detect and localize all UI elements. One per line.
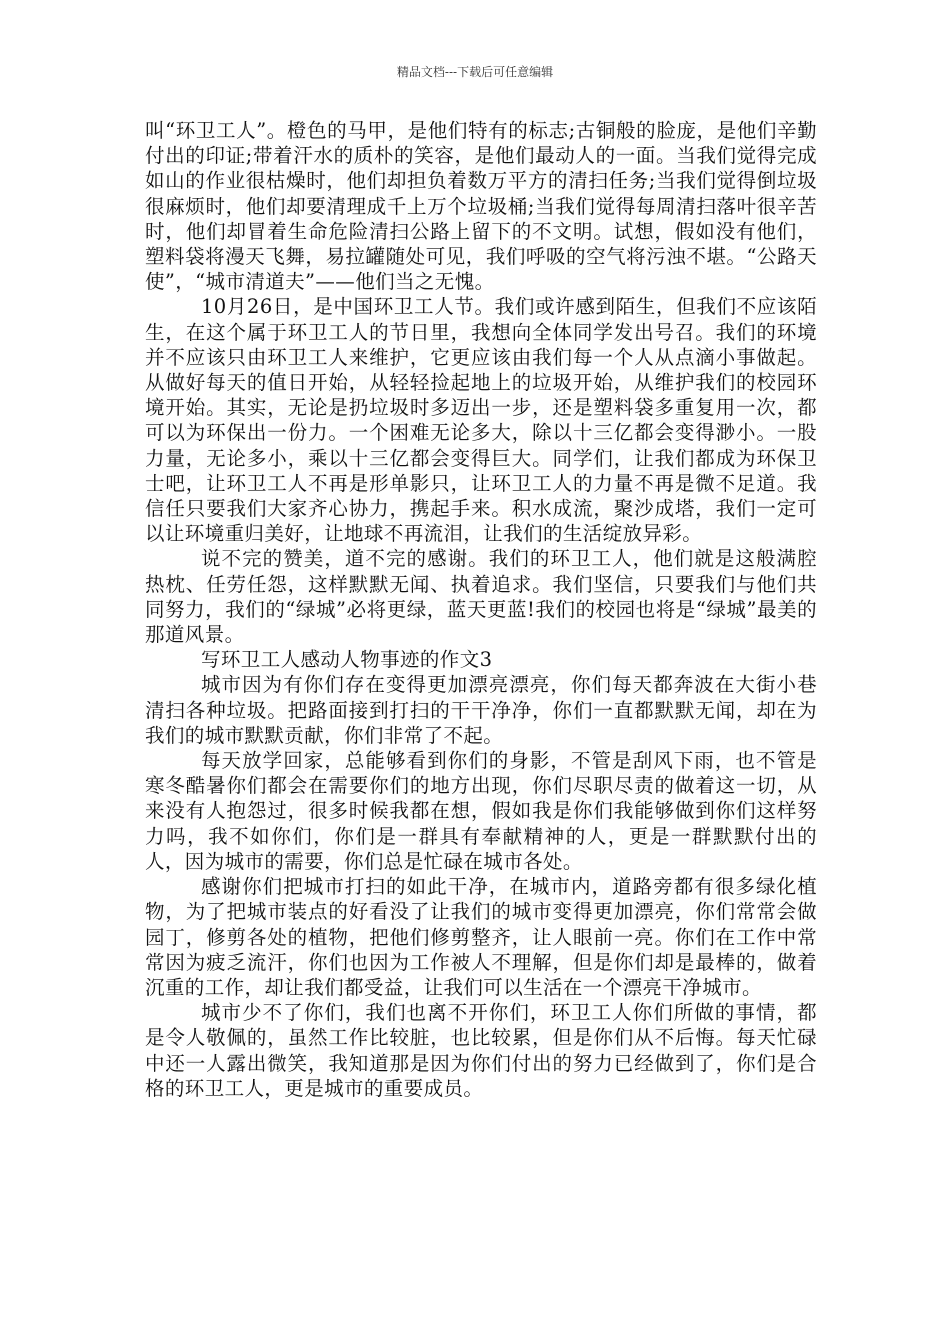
paragraph-6: 感谢你们把城市打扫的如此干净，在城市内，道路旁都有很多绿化植物，为了把城市装点的好看没了让我们的城市变得更加漂亮，你们常常会做园丁，修剪各处的植物，把他们修剪整齐，让人眼前一亮。你们在工作中常常因为疲乏流汗，你们也因为工作被人不理解，但是你们却是最棒的，做着沉重的工作，却让我们都受益，让我们可以生活在一个漂亮干净城市。 xyxy=(145,875,817,999)
paragraph-3: 说不完的赞美，道不完的感谢。我们的环卫工人，他们就是这般满腔热枕、任劳任怨，这样默默无闻、执着追求。我们坚信，只要我们与他们共同努力，我们的“绿城”必将更绿，蓝天更蓝!我们的校园也将是“绿城”最美的那道风景。 xyxy=(145,547,817,647)
paragraph-4: 城市因为有你们存在变得更加漂亮漂亮，你们每天都奔波在大街小巷清扫各种垃圾。把路面接到打扫的干干净净，你们一直都默默无闻，却在为我们的城市默默贡献，你们非常了不起。 xyxy=(145,673,817,747)
paragraph-5: 每天放学回家，总能够看到你们的身影，不管是刮风下雨，也不管是寒冬酷暑你们都会在需要你们的地方出现，你们尽职尽责的做着这一切，从来没有人抱怨过，很多时候我都在想，假如我是你们我能够做到你们这样努力吗，我不如你们，你们是一群具有奉献精神的人，更是一群默默付出的人，因为城市的需要，你们总是忙碌在城市各处。 xyxy=(145,749,817,873)
paragraph-7: 城市少不了你们，我们也离不开你们，环卫工人你们所做的事情，都是令人敬佩的，虽然工作比较脏，也比较累，但是你们从不后悔。每天忙碌中还一人露出微笑，我知道那是因为你们付出的努力已经做到了，你们是合格的环卫工人，更是城市的重要成员。 xyxy=(145,1001,817,1100)
document-body xyxy=(145,118,817,1101)
section-heading: 写环卫工人感动人物事迹的作文3 xyxy=(201,648,493,672)
paragraph-2: 10月26日，是中国环卫工人节。我们或许感到陌生，但我们不应该陌生，在这个属于环卫工人的节日里，我想向全体同学发出号召。我们的环境并不应该只由环卫工人来维护，它更应该由我们每一个人从点滴小事做起。从做好每天的值日开始，从轻轻捡起地上的垃圾开始，从维护我们的校园环境开始。其实，无论是扔垃圾时多迈出一步，还是塑料袋多重复用一次，都可以为环保出一份力。一个困难无论多大，除以十三亿都会变得渺小。一股力量，无论多小，乘以十三亿都会变得巨大。同学们，让我们都成为环保卫士吧，让环卫工人不再是形单影只，让环卫工人的力量不再是微不足道。我信任只要我们大家齐心协力，携起手来。积水成流，聚沙成塔，我们一定可以让环境重归美好，让地球不再流泪，让我们的生活绽放异彩。 xyxy=(145,295,817,546)
paragraph-1: 叫“环卫工人”。橙色的马甲，是他们特有的标志;古铜般的脸庞，是他们辛勤付出的印证;带着汗水的质朴的笑容，是他们最动人的一面。当我们觉得完成如山的作业很枯燥时，他们却担负着数万平方的清扫任务;当我们觉得倒垃圾很麻烦时，他们却要清理成千上万个垃圾桶;当我们觉得每周清扫落叶很辛苦时，他们却冒着生命危险清扫公路上留下的不文明。试想，假如没有他们，塑料袋将漫天飞舞，易拉罐随处可见，我们呼吸的空气将污浊不堪。“公路天使”，“城市清道夫”——他们当之无愧。 xyxy=(145,119,817,294)
page-header: 精品文档---下载后可任意编辑 xyxy=(396,65,554,79)
